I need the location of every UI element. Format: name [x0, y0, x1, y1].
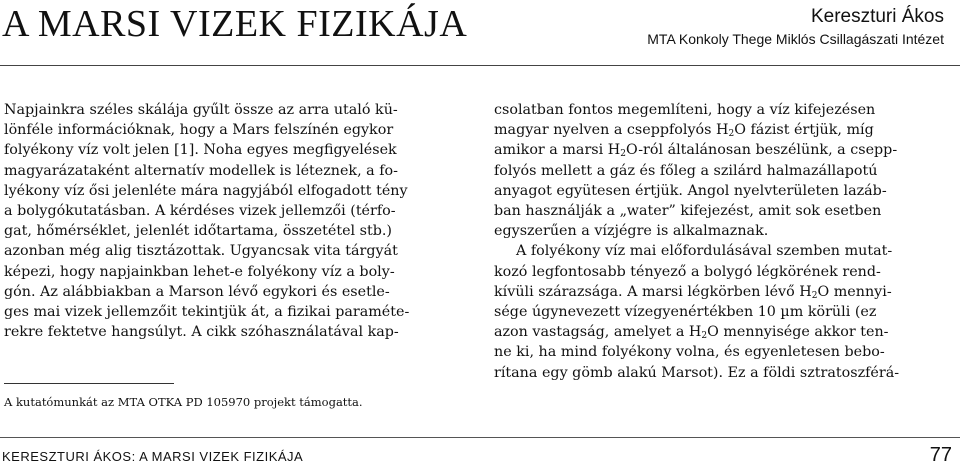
body-line: amikor a marsi $H_2O$-ról általánosan beszélünk, a csepp- — [494, 142, 898, 160]
body-line: képezi, hogy napjainkban lehet-e folyékony víz a boly- — [4, 263, 395, 280]
body-line: ges mai vizek jellemzőit tekintjük át, a fizikai paraméte- — [4, 304, 410, 321]
running-title: KERESZTURI ÁKOS: A MARSI VIZEK FIZIKÁJA — [2, 449, 304, 464]
body-line: Napjainkra széles skálája gyűlt össze az arra utaló kü- — [4, 102, 398, 118]
body-line: ne ki, ha mind folyékony volna, és egyenletesen bebo- — [494, 344, 885, 361]
body-line: kozó legfontosabb tényező a bolygó légkörének rend- — [494, 263, 881, 280]
body-line: egyszerűen a vízjégre is alkalmaznak. — [494, 223, 769, 240]
author-affiliation: MTA Konkoly Thege Miklós Csillagászati Intézet — [647, 31, 944, 47]
body-line: gón. Az alábbiakban a Marson lévő egykori és esetle- — [4, 283, 390, 300]
header-divider — [0, 65, 960, 66]
body-line: gat, hőmérséklet, jelenlét időtartama, összetétel stb.) — [4, 223, 392, 240]
body-line: magyarázataként alternatív modellek is léteznek, a fo- — [4, 162, 398, 179]
body-line: sége úgynevezett vízegyenértékben 10 µm körüli (ez — [494, 304, 877, 321]
body-line: lyékony víz ősi jelenléte mára nagyjából elfogadott tény — [4, 182, 408, 199]
body-line: kívüli szárazsága. A marsi légkörben lévő $H_2O$ mennyi- — [494, 283, 892, 301]
body-line: azon vastagság, amelyet a $H_2O$ mennyisége akkor ten- — [494, 324, 889, 342]
body-line: csolatban fontos megemlíteni, hogy a víz kifejezésen — [494, 102, 876, 118]
body-line: a bolygókutatásban. A kérdéses vizek jellemzői (térfo- — [4, 203, 396, 220]
left-column — [4, 100, 474, 342]
body-line: rekre fektetve hangsúlyt. A cikk szóhasználatával kap- — [4, 324, 399, 341]
footnote: A kutatómunkát az MTA OTKA PD 105970 projekt támogatta. — [4, 395, 363, 409]
body-line: magyar nyelven a cseppfolyós $H_2O$ fázist értjük, míg — [494, 122, 874, 140]
body-line: ban használják a „water” kifejezést, amit sok esetben — [494, 203, 882, 220]
page-title: A MARSI VIZEK FIZIKÁJA — [2, 3, 468, 45]
page-number: 77 — [929, 444, 952, 466]
body-line: anyagot együtesen értjük. Angol nyelvterületen lazáb- — [494, 182, 887, 199]
body-line: rítana egy gömb alakú Marsot). Ez a földi sztratoszférá- — [494, 364, 900, 381]
body-line: A folyékony víz mai előfordulásával szemben mutat- — [516, 243, 893, 260]
body-line: lönféle információknak, hogy a Mars felszínén egykor — [4, 122, 394, 139]
footnote-divider — [4, 383, 174, 384]
body-line: azonban még alig tisztázottak. Ugyancsak vita tárgyát — [4, 243, 398, 260]
body-line: folyós mellett a gáz és főleg a szilárd halmazállapotú — [494, 162, 878, 179]
right-column — [494, 100, 954, 383]
body-line: folyékony víz volt jelen [1]. Noha egyes megfigyelések — [4, 142, 397, 159]
footer-divider — [0, 437, 960, 438]
author-name: Kereszturi Ákos — [810, 6, 944, 27]
